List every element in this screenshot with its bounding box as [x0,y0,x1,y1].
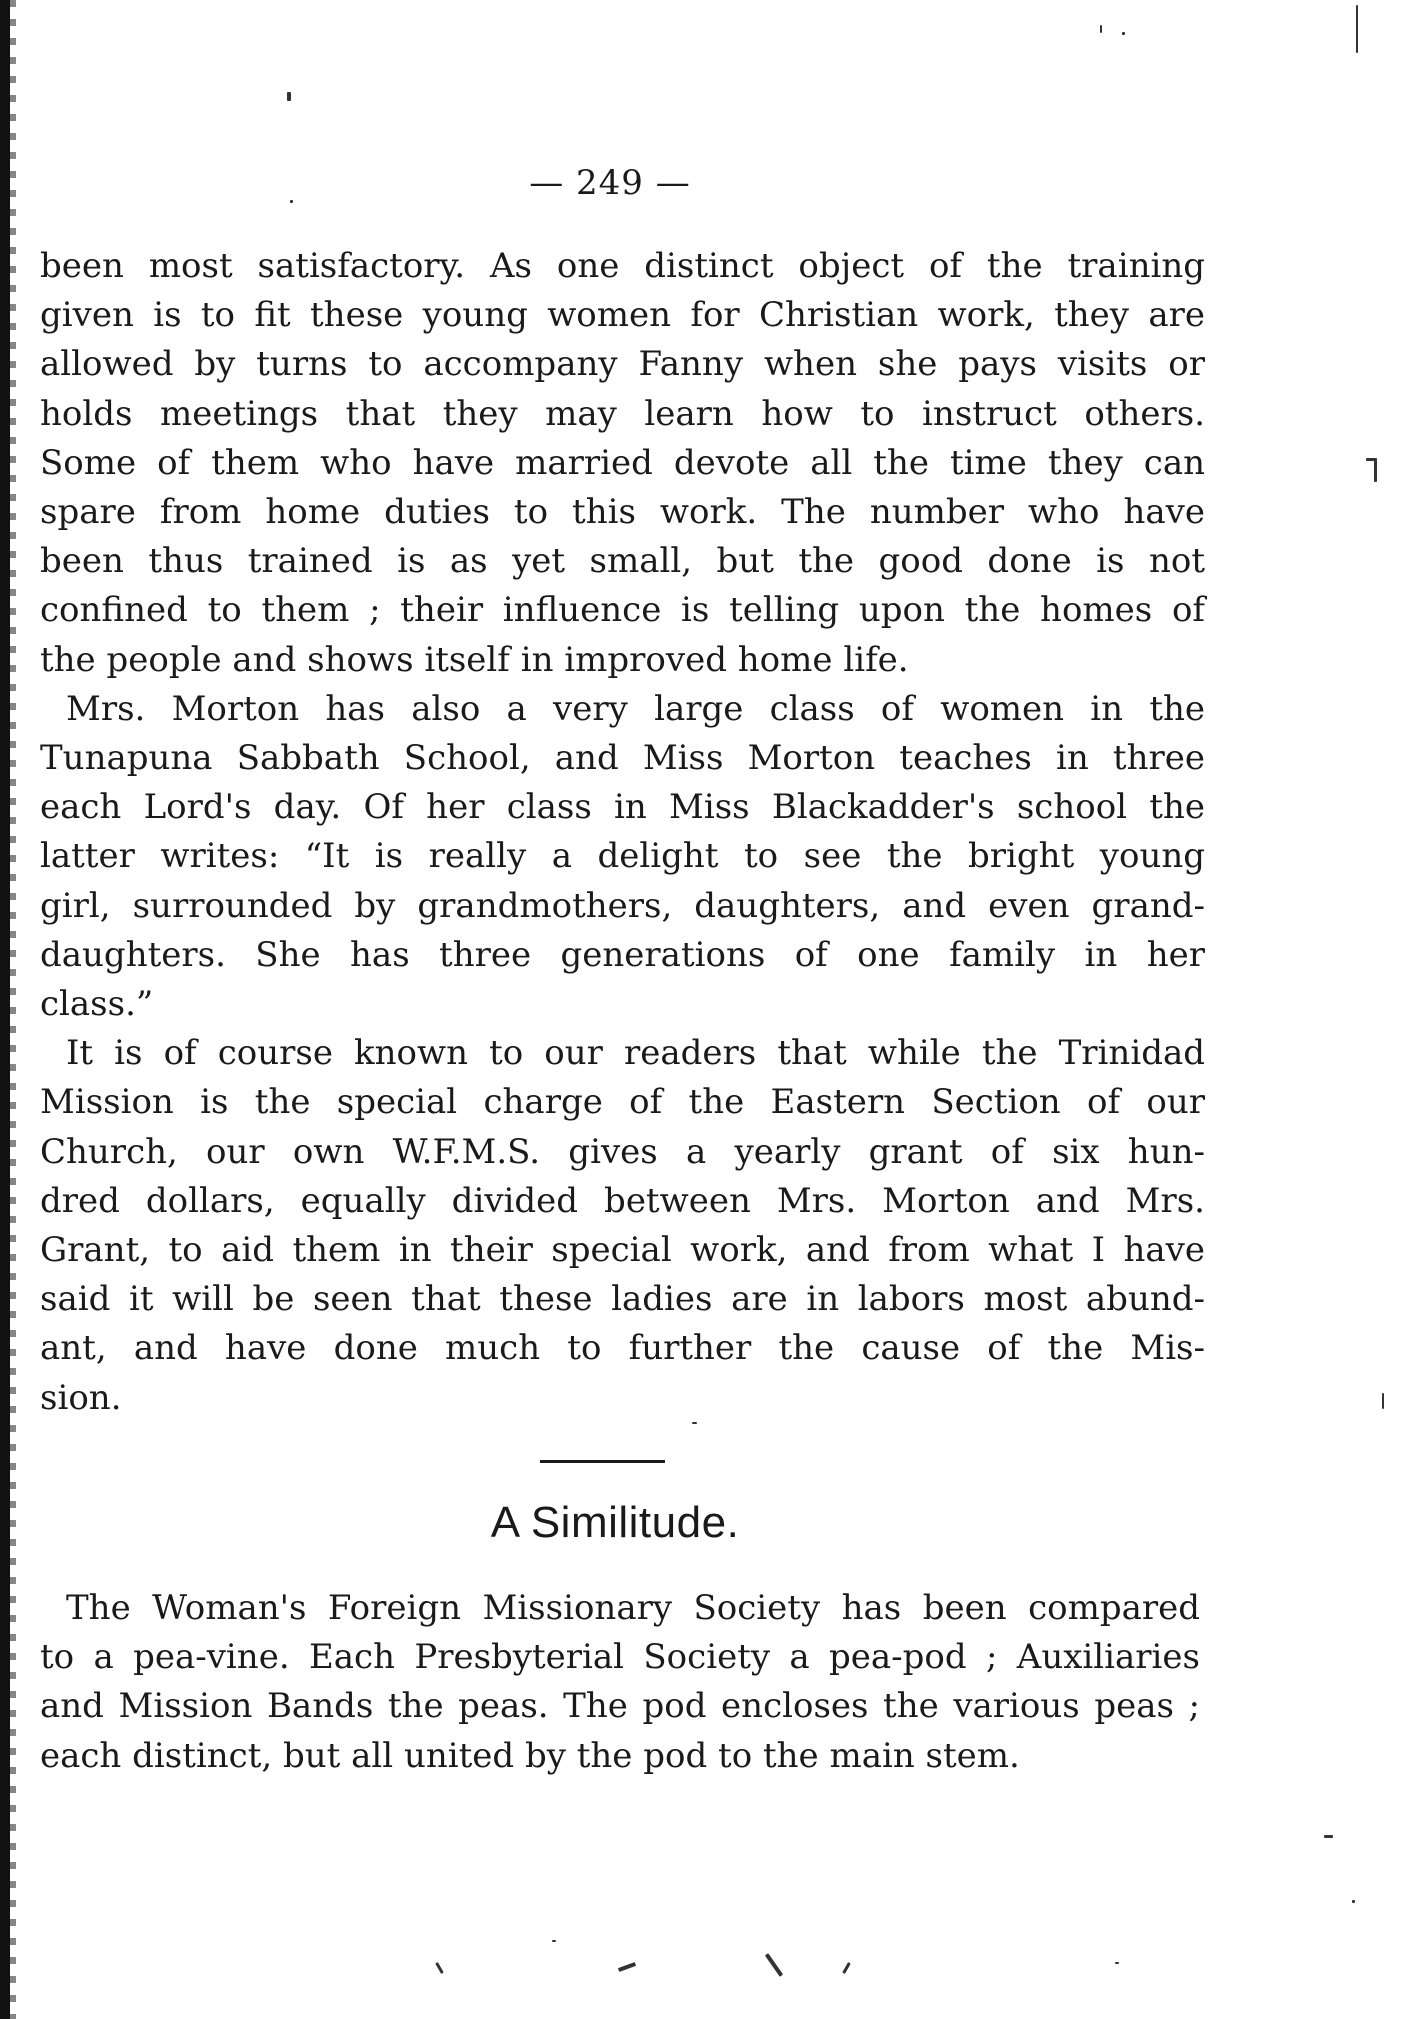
scan-speck [842,1962,851,1974]
article-body [40,242,1205,1423]
scan-speck [287,92,291,101]
paragraph-start-line: It is of course known to our readers that while the Trinidad [66,1033,1205,1074]
scan-speck [765,1953,783,1977]
text-line: given is to fit these young women for Christian work, they are [40,295,1205,336]
binding-edge [0,0,10,2019]
paragraph-start-line: The Woman's Foreign Missionary Society has been compared [66,1588,1200,1628]
text-line: girl, surrounded by grandmothers, daughters, and even grand- [40,885,1205,926]
similitude-body [40,1584,1200,1781]
scan-speck [1382,1393,1384,1409]
text-line: sion. [40,1377,122,1418]
scan-speck [1366,458,1376,461]
text-line: been thus trained is as yet small, but the good done is not [40,541,1205,582]
section-heading: A Similitude. [490,1498,740,1547]
text-line: Tunapuna Sabbath School, and Miss Morton teaches in three [40,738,1205,779]
scan-speck [1352,1900,1355,1903]
text-line: each distinct, but all united by the pod to the main stem. [40,1735,1020,1776]
scan-speck [1356,5,1358,53]
text-line: holds meetings that they may learn how to instruct others. [40,393,1205,434]
binding-edge-shadow [10,0,16,2019]
text-line: and Mission Bands the peas. The pod encloses the various peas ; [40,1686,1200,1727]
text-line: been most satisfactory. As one distinct object of the training [40,246,1205,286]
text-line: latter writes: “It is really a delight to see the bright young [40,836,1205,877]
scan-speck [618,1962,636,1972]
text-line: ant, and have done much to further the cause of the Mis- [40,1328,1205,1369]
text-line: allowed by turns to accompany Fanny when she pays visits or [40,344,1205,385]
text-line: the people and shows itself in improved home life. [40,639,909,680]
text-line: said it will be seen that these ladies are in labors most abund- [40,1279,1205,1320]
text-line: spare from home duties to this work. The number who have [40,492,1205,533]
page-number: — 249 — [529,163,691,203]
scan-speck [290,200,293,203]
scan-speck [435,1962,444,1974]
text-line: confined to them ; their influence is telling upon the homes of [40,590,1205,631]
scan-speck [1115,1962,1119,1964]
scan-speck [552,1940,556,1942]
text-line: Mission is the special charge of the Eastern Section of our [40,1082,1205,1123]
section-divider [540,1460,665,1463]
text-line: class.” [40,984,154,1025]
text-line: to a pea-vine. Each Presbyterial Society a pea-pod ; Auxiliaries [40,1637,1200,1678]
text-line: daughters. She has three generations of one family in her [40,934,1205,975]
text-line: Church, our own W.F.M.S. gives a yearly grant of six hun- [40,1131,1205,1172]
scan-speck [1374,458,1377,482]
text-line: each Lord's day. Of her class in Miss Blackadder's school the [40,787,1205,828]
scan-speck [692,1422,697,1424]
paragraph-start-line: Mrs. Morton has also a very large class of women in the [66,688,1205,729]
scan-speck [1324,1835,1333,1838]
text-line: dred dollars, equally divided between Mrs. Morton and Mrs. [40,1180,1205,1221]
text-line: Grant, to aid them in their special work, and from what I have [40,1230,1205,1271]
scan-speck [1122,32,1125,35]
text-line: Some of them who have married devote all the time they can [40,442,1205,483]
scan-speck [1100,25,1102,33]
